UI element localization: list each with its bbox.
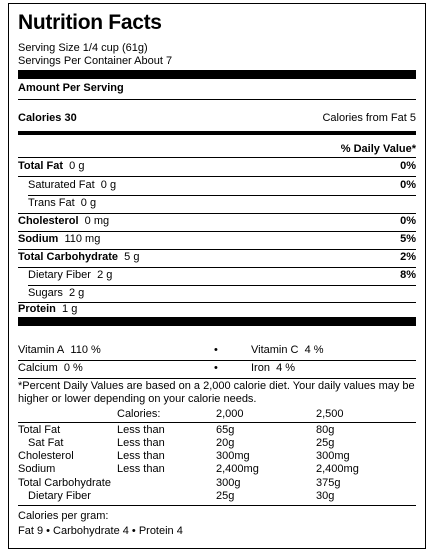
nutrient-label: Saturated Fat (28, 179, 95, 191)
dv-row-v2: 300mg (316, 450, 350, 462)
nutrient-amount: 0 mg (84, 215, 110, 227)
dv-header-2000: 2,000 (216, 408, 244, 420)
dv-header-calories: Calories: (117, 408, 161, 420)
thick-divider (18, 317, 416, 326)
nutrient-amount: 5 g (124, 251, 140, 263)
divider (18, 249, 416, 250)
dv-row-cmp: Less than (117, 437, 165, 449)
divider (18, 378, 416, 379)
amount-per-serving: Amount Per Serving (18, 82, 124, 94)
vitamin-value: 110 % (70, 344, 101, 356)
divider (18, 422, 416, 423)
dv-row-v2: 2,400mg (316, 463, 359, 475)
nutrient-amount: 1 g (62, 303, 78, 315)
nutrient-amount: 2 g (68, 287, 85, 299)
nutrient-amount: 0 g (100, 179, 117, 191)
dv-row-cmp: Less than (117, 450, 165, 462)
divider (28, 285, 416, 286)
nutrient-label: Sugars (28, 287, 63, 299)
dv-row-v1: 65g (216, 424, 235, 436)
dv-row-v2: 80g (316, 424, 335, 436)
dv-row-v1: 25g (216, 490, 235, 502)
bullet: • (214, 344, 218, 356)
nutrient-row-cholesterol (18, 215, 416, 228)
nutrient-row-dietary-fiber (18, 269, 416, 282)
nutrient-label: Sodium (18, 233, 59, 245)
nutrient-row-sugars (18, 287, 416, 300)
vitamin-value: 4 % (304, 344, 324, 356)
calories-row (18, 112, 416, 125)
dv-row-name: Sat Fat (28, 437, 64, 449)
dv-row-name: Total Fat (18, 424, 61, 436)
dv-row-v2: 30g (316, 490, 335, 502)
dv-header-2500: 2,500 (316, 408, 344, 420)
nutrient-label: Protein (18, 303, 56, 315)
nutrient-label: Total Fat (18, 160, 64, 172)
vitamin-value: 0 % (63, 362, 83, 374)
nutrient-dv: 2% (400, 251, 416, 263)
nutrient-label: Dietary Fiber (28, 269, 91, 281)
footnote: *Percent Daily Values are based on a 2,000 calorie diet. Your daily values may be higher or lower depending on your calorie needs. (18, 380, 415, 405)
dv-row-v1: 300g (216, 477, 241, 489)
dv-row-v1: 20g (216, 437, 235, 449)
nutrient-row-total-carbohydrate (18, 251, 416, 264)
nutrient-row-trans-fat (18, 197, 416, 210)
divider (18, 99, 416, 100)
dv-row-name: Total Carbohydrate (18, 477, 111, 489)
label-title: Nutrition Facts (18, 11, 162, 34)
dv-row-cmp: Less than (117, 463, 165, 475)
divider (18, 213, 416, 214)
dv-row-name: Cholesterol (18, 450, 74, 462)
nutrient-amount: 2 g (97, 269, 113, 281)
nutrient-dv: 8% (400, 269, 416, 281)
nutrient-label: Trans Fat (28, 197, 75, 209)
vitamin-label: Vitamin A (18, 344, 65, 356)
dv-row-v1: 2,400mg (216, 463, 259, 475)
vitamin-value: 4 % (276, 362, 296, 374)
nutrient-row-saturated-fat (18, 179, 416, 192)
calories-per-gram-label: Calories per gram: (18, 510, 109, 522)
nutrient-amount: 0 g (69, 160, 85, 172)
divider (18, 360, 416, 361)
nutrient-dv: 0% (400, 179, 416, 191)
nutrient-amount: 0 g (80, 197, 97, 209)
calories: Calories 30 (18, 112, 77, 124)
divider (18, 176, 416, 177)
divider (18, 267, 416, 268)
divider (28, 195, 416, 196)
calories-per-gram: Fat 9 • Carbohydrate 4 • Protein 4 (18, 525, 183, 537)
dv-row-v1: 300mg (216, 450, 250, 462)
dv-row-v2: 375g (316, 477, 341, 489)
dv-row-v2: 25g (316, 437, 335, 449)
daily-value-header: % Daily Value* (340, 143, 416, 155)
thick-divider (18, 70, 416, 79)
vitamin-label: Vitamin C (251, 344, 299, 356)
serving-size: Serving Size 1/4 cup (61g) (18, 42, 148, 54)
nutrient-row-sodium (18, 233, 416, 246)
servings-per-container: Servings Per Container About 7 (18, 55, 173, 67)
bullet: • (214, 362, 218, 374)
vitamin-label: Calcium (18, 362, 58, 374)
nutrient-dv: 0% (400, 160, 416, 172)
dv-row-cmp: Less than (117, 424, 165, 436)
nutrition-facts-label (8, 3, 426, 549)
nutrient-row-protein (18, 303, 416, 316)
nutrient-amount: 110 mg (64, 233, 101, 245)
medium-divider (18, 131, 416, 135)
nutrient-label: Total Carbohydrate (18, 251, 119, 263)
nutrient-dv: 5% (400, 233, 416, 245)
calories-from-fat: Calories from Fat 5 (322, 112, 416, 124)
nutrient-row-total-fat (18, 160, 416, 173)
divider (18, 231, 416, 232)
nutrient-dv: 0% (400, 215, 416, 227)
divider (18, 157, 416, 158)
dv-row-name: Dietary Fiber (28, 490, 91, 502)
divider (18, 505, 416, 506)
vitamin-label: Iron (251, 362, 270, 374)
nutrient-label: Cholesterol (18, 215, 79, 227)
dv-row-name: Sodium (18, 463, 56, 475)
